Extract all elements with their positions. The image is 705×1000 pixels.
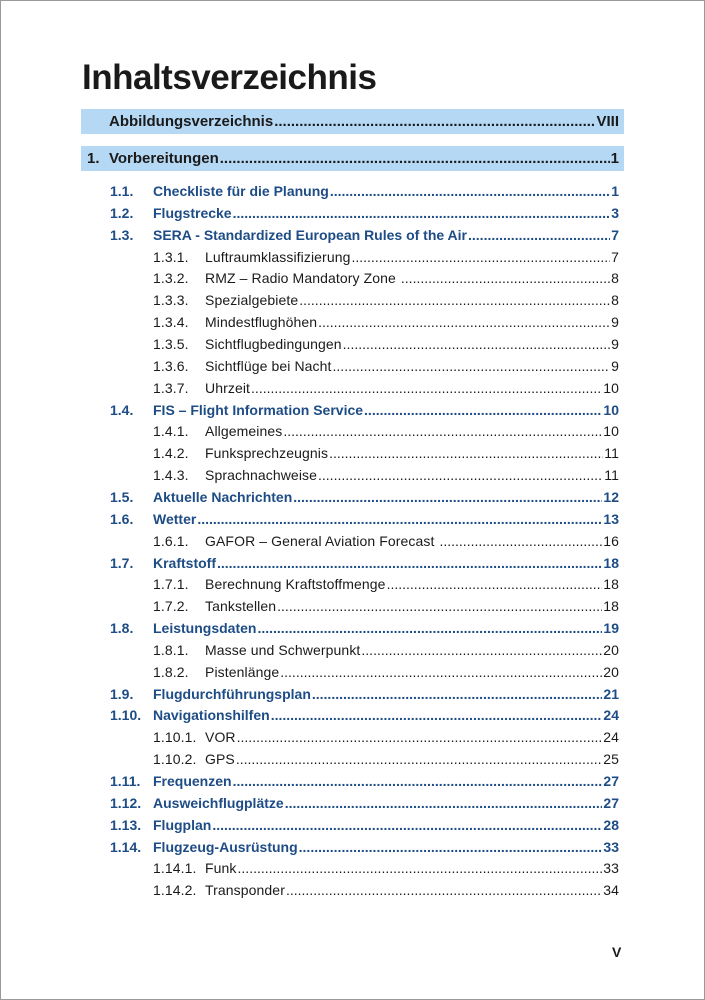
toc-entry-number: 1.7. xyxy=(110,554,134,571)
toc-entry-label: SERA - Standardized European Rules of the Air xyxy=(153,226,468,243)
toc-entry-label: Masse und Schwerpunkt xyxy=(205,641,361,658)
toc-entry-number: 1.6.1. xyxy=(153,532,189,549)
toc-entry-page: 33 xyxy=(603,838,619,855)
toc-entry-label: GPS xyxy=(205,751,235,768)
toc-entry-page: 16 xyxy=(603,532,619,549)
toc-leader-dots xyxy=(197,511,602,527)
toc-entry-page: 8 xyxy=(611,292,619,309)
toc-entry-number: 1.5. xyxy=(110,488,134,505)
toc-entry-page: 9 xyxy=(611,336,619,352)
toc-leader-dots xyxy=(233,205,611,221)
toc-section-entry[interactable] xyxy=(110,836,619,858)
toc-subsection-entry[interactable] xyxy=(110,879,619,901)
toc-entry-label: Ausweichflugplätze xyxy=(153,794,284,811)
toc-entry-page: 21 xyxy=(603,685,619,702)
toc-entry-number: 1.3.4. xyxy=(153,314,189,331)
toc-entry-number: 1.8.2. xyxy=(153,663,189,680)
toc-entry-page: 24 xyxy=(603,729,619,746)
toc-entry-number: 1.3.6. xyxy=(153,357,189,374)
toc-section-entry[interactable] xyxy=(110,617,619,639)
toc-leader-dots xyxy=(280,664,602,680)
toc-entry-number: 1.4.2. xyxy=(153,445,189,462)
toc-entry-label: Navigationshilfen xyxy=(153,707,270,724)
toc-leader-dots xyxy=(271,707,603,723)
toc-entry-number: 1.14. xyxy=(110,838,142,855)
toc-section-entry[interactable] xyxy=(110,224,619,246)
toc-section-entry[interactable] xyxy=(110,399,619,421)
toc-entry-page: 1 xyxy=(611,183,619,199)
toc-entry-page: 18 xyxy=(603,554,619,571)
toc-entry-page: 24 xyxy=(603,707,619,724)
toc-entry-label: Flugstrecke xyxy=(153,204,232,221)
toc-section-entry[interactable] xyxy=(110,552,619,574)
toc-entry-label: Checkliste für die Planung xyxy=(153,183,329,199)
toc-entry-number: 1.4.1. xyxy=(153,423,189,440)
toc-entry-number: 1.4.3. xyxy=(153,467,189,484)
toc-leader-dots xyxy=(361,642,602,658)
toc-entry-label: Leistungsdaten xyxy=(153,620,257,636)
toc-section-entry[interactable] xyxy=(110,683,619,705)
toc-leader-dots xyxy=(329,445,603,461)
toc-entry-label: Sprachnachweise xyxy=(205,467,318,484)
toc-section-entry[interactable] xyxy=(110,202,619,224)
toc-entry-label: FIS – Flight Information Service xyxy=(153,401,364,418)
toc-entry-number: 1.3.3. xyxy=(153,292,189,309)
toc-section-entry[interactable] xyxy=(110,704,619,726)
toc-entry-number: 1.1. xyxy=(110,183,134,199)
toc-entry-list-of-figures[interactable] xyxy=(81,109,624,134)
toc-entry-label: Kraftstoff xyxy=(153,554,216,571)
toc-entry-page: 33 xyxy=(603,860,619,877)
toc-leader-dots xyxy=(439,533,602,549)
toc-entry-label: Luftraumklassifizierung xyxy=(205,248,351,265)
toc-entry-label: Berechnung Kraftstoffmenge xyxy=(205,576,386,593)
toc-entry-page: VIII xyxy=(596,113,619,130)
toc-leader-dots xyxy=(286,882,602,898)
toc-entry-page: 11 xyxy=(604,445,619,462)
toc-subsection-entry[interactable] xyxy=(110,573,619,595)
toc-entry-page: 8 xyxy=(611,270,619,287)
toc-entry-label: Uhrzeit xyxy=(205,379,251,396)
toc-leader-dots xyxy=(257,620,602,636)
toc-leader-dots xyxy=(236,751,602,767)
toc-entry-number: 1.3.1. xyxy=(153,248,189,265)
toc-entry-page: 9 xyxy=(611,357,619,374)
toc-entry-label: Pistenlänge xyxy=(205,663,280,680)
toc-leader-dots xyxy=(299,292,610,308)
page-number: V xyxy=(612,944,622,960)
toc-subsection-entry[interactable] xyxy=(110,377,619,399)
toc-leader-dots xyxy=(233,773,603,789)
toc-subsection-entry[interactable] xyxy=(110,464,619,486)
toc-entry-page: 25 xyxy=(603,751,619,768)
toc-entry-label: Funksprechzeugnis xyxy=(205,445,329,462)
toc-leader-dots xyxy=(293,489,602,505)
toc-leader-dots xyxy=(237,729,603,745)
toc-leader-dots xyxy=(312,686,603,702)
toc-title: Inhaltsverzeichnis xyxy=(82,58,377,97)
toc-leader-dots xyxy=(212,817,602,833)
toc-entry-page: 3 xyxy=(611,204,619,221)
toc-entry-page: 9 xyxy=(611,314,619,331)
toc-subsection-entry[interactable] xyxy=(110,661,619,683)
toc-subsection-entry[interactable] xyxy=(110,726,619,748)
toc-subsection-entry[interactable] xyxy=(110,267,619,289)
toc-entry-label: Transponder xyxy=(205,882,285,899)
toc-subsection-entry[interactable] xyxy=(110,311,619,333)
toc-leader-dots xyxy=(401,270,610,286)
toc-leader-dots xyxy=(299,839,603,855)
toc-entry-label: Aktuelle Nachrichten xyxy=(153,488,293,505)
toc-entry-page: 10 xyxy=(603,423,619,440)
toc-entry-label: GAFOR – General Aviation Forecast xyxy=(205,532,439,549)
toc-subsection-entry[interactable] xyxy=(110,289,619,311)
toc-entry-label: Vorbereitungen xyxy=(109,150,219,167)
toc-entry-number: 1.10. xyxy=(110,707,142,724)
toc-leader-dots xyxy=(330,183,610,199)
toc-leader-dots xyxy=(217,555,602,571)
toc-section-entry[interactable] xyxy=(110,180,619,202)
toc-entry-label: Wetter xyxy=(153,510,197,527)
toc-subsection-entry[interactable] xyxy=(110,530,619,552)
toc-leader-dots xyxy=(343,336,610,352)
toc-leader-dots xyxy=(274,113,595,130)
toc-entry-number: 1.14.2. xyxy=(153,882,197,899)
toc-entry-number: 1.9. xyxy=(110,685,134,702)
toc-entry-number: 1.7.2. xyxy=(153,598,189,615)
toc-subsection-entry[interactable] xyxy=(110,748,619,770)
toc-entry-label: RMZ – Radio Mandatory Zone xyxy=(205,270,400,287)
toc-subsection-entry[interactable] xyxy=(110,639,619,661)
toc-entry-number: 1.3.7. xyxy=(153,379,189,396)
toc-subsection-entry[interactable] xyxy=(110,355,619,377)
toc-subsection-entry[interactable] xyxy=(110,333,619,355)
toc-entry-label: Mindestflughöhen xyxy=(205,314,318,331)
toc-entry-number: 1.8. xyxy=(110,620,134,636)
toc-entry-number: 1.10.2. xyxy=(153,751,197,768)
toc-entry-number: 1.3. xyxy=(110,226,134,243)
toc-section-entry[interactable] xyxy=(110,486,619,508)
toc-entry-page: 18 xyxy=(603,576,619,593)
toc-entry-page: 19 xyxy=(603,620,619,636)
toc-entry-label: Funk xyxy=(205,860,237,877)
toc-entry-label: Allgemeines xyxy=(205,423,283,440)
toc-entry-number: 1.3.5. xyxy=(153,336,189,352)
toc-entry-number: 1.2. xyxy=(110,204,134,221)
toc-leader-dots xyxy=(251,380,602,396)
toc-section-entry[interactable] xyxy=(110,814,619,836)
toc-entry-page: 13 xyxy=(603,510,619,527)
toc-entry-page: 27 xyxy=(603,794,619,811)
toc-entry-page: 18 xyxy=(603,598,619,615)
toc-entry-page: 7 xyxy=(611,248,619,265)
toc-entry-label: Abbildungsverzeichnis xyxy=(109,113,274,130)
toc-subsection-entry[interactable] xyxy=(110,595,619,617)
toc-entry-number: 1.4. xyxy=(110,401,134,418)
toc-leader-dots xyxy=(468,227,610,243)
toc-entry-label: Flugzeug-Ausrüstung xyxy=(153,838,298,855)
toc-entry-page: 11 xyxy=(604,467,619,484)
toc-entry-page: 10 xyxy=(603,379,619,396)
toc-entry-label: Flugplan xyxy=(153,816,212,833)
toc-entry-page: 10 xyxy=(603,401,619,418)
toc-subsection-entry[interactable] xyxy=(110,246,619,268)
toc-entry-number: 1.6. xyxy=(110,510,134,527)
toc-entry-number: 1.11. xyxy=(110,773,141,789)
toc-leader-dots xyxy=(351,249,610,265)
toc-section-entry[interactable] xyxy=(110,792,619,814)
toc-entry-number: 1.12. xyxy=(110,794,142,811)
toc-entry-label: Sichtflüge bei Nacht xyxy=(205,357,332,374)
toc-entry-page: 27 xyxy=(603,773,619,789)
toc-entry-page: 28 xyxy=(603,816,619,833)
toc-leader-dots xyxy=(333,358,611,374)
toc-leader-dots xyxy=(318,467,603,483)
toc-section-entry[interactable] xyxy=(110,770,619,792)
toc-entry-number: 1.10.1. xyxy=(153,729,197,746)
toc-entry-label: Sichtflugbedingungen xyxy=(205,336,342,352)
toc-entry-number: 1.3.2. xyxy=(153,270,189,287)
toc-entry-label: Frequenzen xyxy=(153,773,232,789)
toc-entry-number: 1.13. xyxy=(110,816,142,833)
toc-entry-page: 20 xyxy=(603,663,619,680)
toc-entry-number: 1. xyxy=(87,150,100,167)
toc-leader-dots xyxy=(283,423,602,439)
toc-section-entry[interactable] xyxy=(110,508,619,530)
toc-entry-chapter-1[interactable] xyxy=(81,146,624,171)
toc-entry-label: VOR xyxy=(205,729,236,746)
toc-entry-page: 34 xyxy=(603,882,619,899)
toc-entry-page: 20 xyxy=(603,641,619,658)
toc-entry-label: Spezialgebiete xyxy=(205,292,299,309)
toc-leader-dots xyxy=(220,150,610,167)
toc-entry-number: 1.14.1. xyxy=(153,860,197,877)
toc-subsection-entry[interactable] xyxy=(110,420,619,442)
toc-entry-label: Tankstellen xyxy=(205,598,277,615)
toc-entry-label: Flugdurchführungsplan xyxy=(153,685,311,702)
toc-leader-dots xyxy=(387,576,603,592)
toc-subsection-entry[interactable] xyxy=(110,442,619,464)
toc-entry-page: 7 xyxy=(611,226,619,243)
toc-entry-page: 1 xyxy=(610,150,619,167)
toc-leader-dots xyxy=(318,314,610,330)
toc-leader-dots xyxy=(277,598,602,614)
toc-leader-dots xyxy=(285,795,603,811)
toc-subsection-entry[interactable] xyxy=(110,857,619,879)
toc-entry-number: 1.8.1. xyxy=(153,641,189,658)
toc-entry-page: 12 xyxy=(603,488,619,505)
toc-leader-dots xyxy=(238,860,603,876)
toc-leader-dots xyxy=(364,402,602,418)
toc-entry-number: 1.7.1. xyxy=(153,576,189,593)
